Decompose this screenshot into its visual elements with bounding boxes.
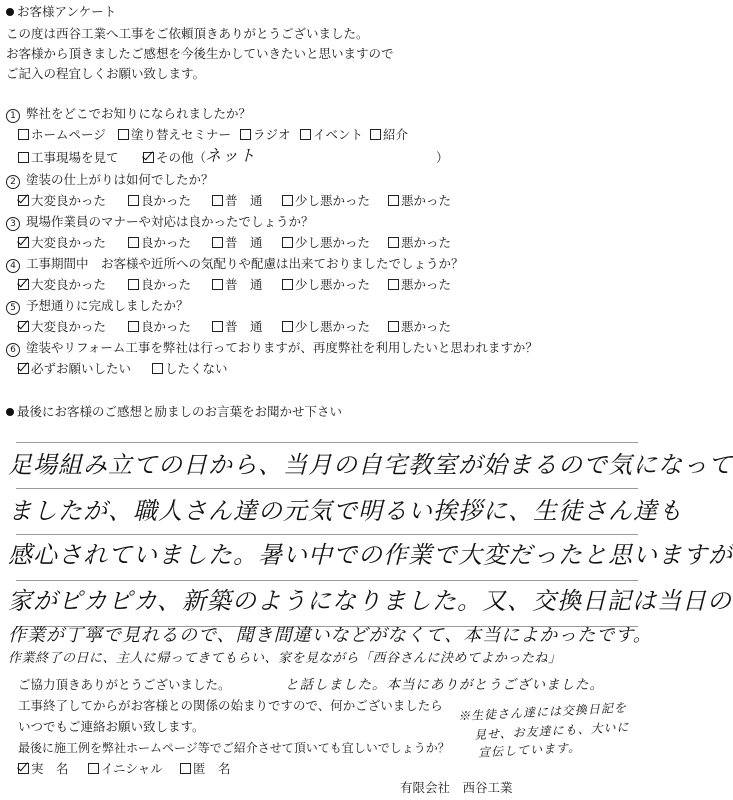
checkbox-icon[interactable] — [180, 763, 191, 774]
intro-line-3: ご記入の程宜しくお願い致します。 — [6, 66, 206, 81]
checkbox-icon[interactable] — [212, 279, 223, 290]
q4-option-bad[interactable]: 悪かった — [388, 277, 451, 293]
checkbox-checked-icon[interactable] — [18, 763, 29, 774]
q3-option-good[interactable]: 良かった — [128, 235, 191, 251]
question-2: 2 塗装の仕上がりは如何でしたか？ — [6, 172, 214, 189]
comment-line-4: 家がピカピカ、新築のようになりました。又、交換日記は当日の — [8, 587, 733, 615]
checkbox-icon[interactable] — [388, 237, 399, 248]
checkbox-icon[interactable] — [282, 321, 293, 332]
comment-line-7: と話しました。本当にありがとうございました。 — [285, 677, 604, 693]
q1-option-seminar[interactable]: 塗り替えセミナー — [118, 127, 231, 143]
q1-option-referral[interactable]: 紹介 — [370, 127, 408, 143]
footer-line-3: いつでもご連絡お願い致します。 — [18, 719, 205, 734]
survey-title: お客様アンケート — [6, 4, 116, 20]
publish-option-anonymous[interactable]: 匿 名 — [180, 761, 231, 777]
question-1: 1 弊社をどこでお知りになられましたか？ — [6, 106, 251, 123]
checkbox-icon[interactable] — [18, 152, 29, 163]
publish-option-real-name[interactable]: 実 名 — [18, 761, 69, 777]
q2-option-bad[interactable]: 悪かった — [388, 193, 451, 209]
q1-option-event[interactable]: イベント — [300, 127, 363, 143]
checkbox-icon[interactable] — [212, 195, 223, 206]
publish-option-initials[interactable]: イニシャル — [88, 761, 163, 777]
q4-option-slightly-bad[interactable]: 少し悪かった — [282, 277, 370, 293]
question-4: 4 工事期間中 お客様や近所への気配りや配慮は出来ておりましたでしょうか？ — [6, 256, 464, 273]
writing-line — [16, 442, 638, 443]
q5-option-good[interactable]: 良かった — [128, 319, 191, 335]
q4-option-very-good[interactable]: 大変良かった — [18, 277, 106, 293]
q4-option-good[interactable]: 良かった — [128, 277, 191, 293]
q6-option-definitely[interactable]: 必ずお願いしたい — [18, 361, 131, 377]
q3-option-bad[interactable]: 悪かった — [388, 235, 451, 251]
intro-line-2: お客様から頂きましたご感想を今後生かしていきたいと思いますので — [6, 46, 394, 61]
q2-option-normal[interactable]: 普 通 — [212, 193, 263, 209]
checkbox-icon[interactable] — [282, 237, 293, 248]
q6-option-no[interactable]: したくない — [152, 361, 228, 377]
comment-line-2: ましたが、職人さん達の元気で明るい挨拶に、生徒さん達も — [8, 497, 683, 525]
footer-line-2: 工事終了してからがお客様との関係の始まりですので、何かございましたら — [18, 698, 443, 713]
q1-option-other[interactable]: その他（ — [143, 150, 206, 166]
footer-line-1: ご協力頂きありがとうございました。 — [18, 677, 231, 692]
q1-other-handwritten: ネット — [205, 146, 257, 165]
comment-line-6: 作業終了の日に、主人に帰ってきてもらい、家を見ながら「西谷さんに決めてよかったね」 — [8, 651, 562, 666]
q5-option-bad[interactable]: 悪かった — [388, 319, 451, 335]
side-note-line-1: ※生徒さん達には交換日記を — [457, 700, 628, 724]
checkbox-icon[interactable] — [388, 321, 399, 332]
q1-option-homepage[interactable]: ホームページ — [18, 127, 106, 143]
q3-option-normal[interactable]: 普 通 — [212, 235, 263, 251]
question-6: 6 塗装やリフォーム工事を弊社は行っておりますが、再度弊社を利用したいと思われますか？ — [6, 340, 538, 357]
company-name: 有限会社 西谷工業 — [400, 780, 513, 795]
bullet-icon — [6, 408, 14, 416]
question-5: 5 予想通りに完成しましたか？ — [6, 298, 189, 315]
q1-option-radio[interactable]: ラジオ — [240, 127, 291, 143]
checkbox-icon[interactable] — [128, 279, 139, 290]
comments-heading: 最後にお客様のご感想と励ましのお言葉をお聞かせ下さい — [6, 404, 342, 420]
q2-option-slightly-bad[interactable]: 少し悪かった — [282, 193, 370, 209]
checkbox-checked-icon[interactable] — [18, 279, 29, 290]
checkbox-icon[interactable] — [128, 237, 139, 248]
q3-option-slightly-bad[interactable]: 少し悪かった — [282, 235, 370, 251]
q5-option-normal[interactable]: 普 通 — [212, 319, 263, 335]
q1-option-site[interactable]: 工事現場を見て — [18, 150, 119, 166]
writing-line — [16, 580, 638, 581]
comment-line-5: 作業が丁寧で見れるので、聞き間違いなどがなくて、本当によかったです。 — [8, 625, 652, 646]
comment-line-1: 足場組み立ての日から、当月の自宅教室が始まるので気になって — [8, 451, 733, 479]
writing-line — [16, 534, 638, 535]
q5-option-slightly-bad[interactable]: 少し悪かった — [282, 319, 370, 335]
checkbox-checked-icon[interactable] — [18, 237, 29, 248]
q5-option-very-good[interactable]: 大変良かった — [18, 319, 106, 335]
writing-line — [16, 488, 638, 489]
side-note-line-2: 見せ、お友達にも、大いに — [473, 719, 630, 743]
question-number: 1 — [6, 109, 20, 123]
comment-line-3: 感心されていました。暑い中での作業で大変だったと思いますが — [8, 541, 733, 569]
checkbox-icon[interactable] — [88, 763, 99, 774]
checkbox-icon[interactable] — [388, 195, 399, 206]
bullet-icon — [6, 8, 14, 16]
checkbox-icon[interactable] — [18, 129, 29, 140]
q3-option-very-good[interactable]: 大変良かった — [18, 235, 106, 251]
checkbox-icon[interactable] — [128, 195, 139, 206]
question-3: 3 現場作業員のマナーや対応は良かったでしょうか？ — [6, 214, 314, 231]
checkbox-icon[interactable] — [388, 279, 399, 290]
checkbox-checked-icon[interactable] — [143, 152, 154, 163]
checkbox-icon[interactable] — [282, 195, 293, 206]
checkbox-icon[interactable] — [370, 129, 381, 140]
checkbox-icon[interactable] — [128, 321, 139, 332]
checkbox-icon[interactable] — [212, 237, 223, 248]
q1-other-close: ） — [436, 150, 449, 165]
q2-option-good[interactable]: 良かった — [128, 193, 191, 209]
checkbox-icon[interactable] — [118, 129, 129, 140]
checkbox-icon[interactable] — [282, 279, 293, 290]
intro-line-1: この度は西谷工業へ工事をご依頼頂きありがとうございました。 — [6, 26, 369, 41]
checkbox-checked-icon[interactable] — [18, 195, 29, 206]
q4-option-normal[interactable]: 普 通 — [212, 277, 263, 293]
checkbox-icon[interactable] — [300, 129, 311, 140]
checkbox-icon[interactable] — [212, 321, 223, 332]
footer-line-4: 最後に施工例を弊社ホームページ等でご紹介させて頂いても宜しいでしょうか？ — [18, 741, 450, 755]
checkbox-checked-icon[interactable] — [18, 363, 29, 374]
checkbox-icon[interactable] — [152, 363, 163, 374]
checkbox-checked-icon[interactable] — [18, 321, 29, 332]
checkbox-icon[interactable] — [240, 129, 251, 140]
side-note-line-3: 宣伝しています。 — [477, 740, 582, 760]
q2-option-very-good[interactable]: 大変良かった — [18, 193, 106, 209]
